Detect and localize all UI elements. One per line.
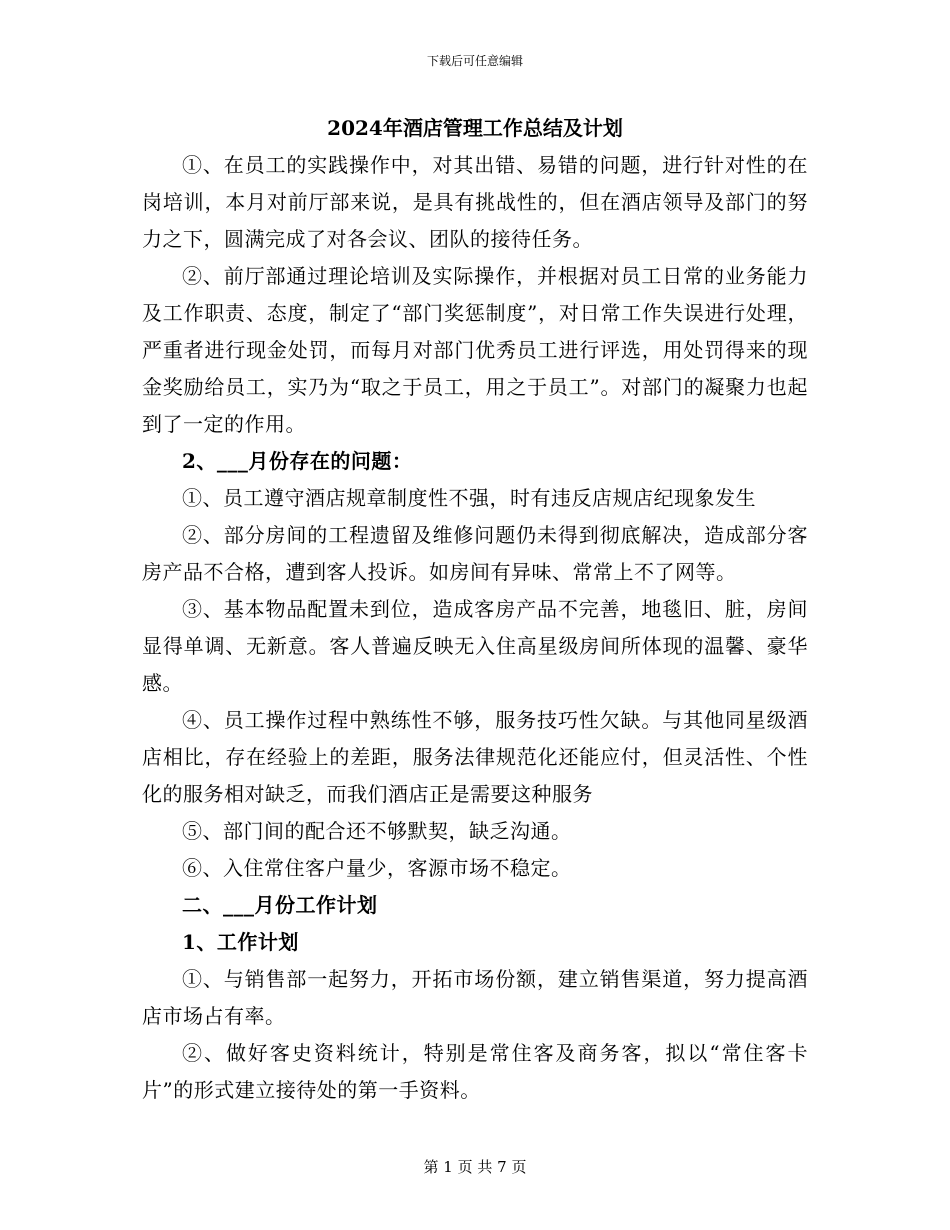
page-number: 第 1 页 共 7 页 [423,1158,527,1176]
paragraph-problem-1: ①、员工遵守酒店规章制度性不强，时有违反店规店纪现象发生 [182,486,756,510]
paragraph-problem-3: ③、基本物品配置未到位，造成客房产品不完善，地毯旧、脏，房间显得单调、无新意。客人普遍反映无入住高星级房间所体现的温馨、豪华感。 [142,597,808,695]
section-heading-problems: 2、___月份存在的问题： [182,449,413,473]
paragraph-reward-system: ②、前厅部通过理论培训及实际操作，并根据对员工日常的业务能力及工作职责、态度，制定了“部门奖惩制度”，对日常工作失误进行处理，严重者进行现金处罚，而每月对部门优秀员工进行评选，用处罚得来的现金奖励给员工，实乃为“取之于员工，用之于员工”。对部门的凝聚力也起到了一定的作用。 [142,264,808,436]
paragraph-training: ①、在员工的实践操作中，对其出错、易错的问题，进行针对性的在岗培训，本月对前厅部来说，是具有挑战性的，但在酒店领导及部门的努力之下，圆满完成了对各会议、团队的接待任务。 [142,153,808,251]
paragraph-plan-2: ②、做好客史资料统计，特别是常住客及商务客，拟以“常住客卡片”的形式建立接待处的第一手资料。 [142,1041,808,1102]
section-heading-plan: 二、___月份工作计划 [182,893,378,917]
paragraph-problem-4: ④、员工操作过程中熟练性不够，服务技巧性欠缺。与其他同星级酒店相比，存在经验上的差距，服务法律规范化还能应付，但灵活性、个性化的服务相对缺乏，而我们酒店正是需要这种服务 [142,708,808,806]
document-title: 2024年酒店管理工作总结及计划 [327,116,623,140]
subsection-heading-work-plan: 1、工作计划 [182,930,299,954]
header-note: 下载后可任意编辑 [426,54,523,68]
paragraph-plan-1: ①、与销售部一起努力，开拓市场份额，建立销售渠道，努力提高酒店市场占有率。 [142,967,808,1028]
paragraph-problem-6: ⑥、入住常住客户量少，客源市场不稳定。 [182,856,572,880]
paragraph-problem-5: ⑤、部门间的配合还不够默契，缺乏沟通。 [182,819,572,843]
document-body [142,147,808,1109]
paragraph-problem-2: ②、部分房间的工程遗留及维修问题仍未得到彻底解决，造成部分客房产品不合格，遭到客人投诉。如房间有异味、常常上不了网等。 [142,523,808,584]
